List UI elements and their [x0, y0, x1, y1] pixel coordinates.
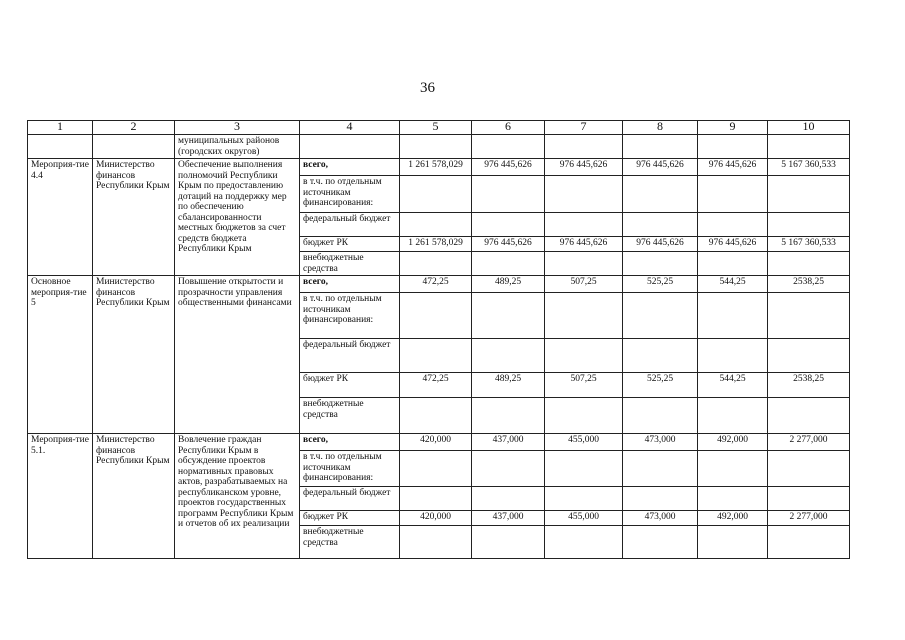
source-rk: бюджет РК — [300, 373, 400, 398]
value-cell: 437,000 — [472, 434, 545, 451]
source-total: всего, — [300, 276, 400, 293]
value-cell: 420,000 — [400, 511, 472, 526]
budget-table — [27, 120, 850, 559]
value-cell: 492,000 — [698, 511, 768, 526]
page-number: 36 — [420, 80, 435, 96]
value-cell: 489,25 — [472, 276, 545, 293]
value-cell: 2538,25 — [768, 276, 850, 293]
value-cell: 455,000 — [545, 511, 623, 526]
value-cell: 976 445,626 — [545, 159, 623, 176]
col-header-7: 7 — [545, 121, 623, 135]
table-row — [28, 276, 850, 293]
value-cell: 1 261 578,029 — [400, 237, 472, 252]
source-extra: внебюджетные средства — [300, 526, 400, 559]
value-cell: 489,25 — [472, 373, 545, 398]
value-cell: 976 445,626 — [623, 159, 698, 176]
source-extra: внебюджетные средства — [300, 398, 400, 434]
continuation-text: муниципальных районов (городских округов) — [175, 135, 300, 159]
col-header-1: 1 — [28, 121, 93, 135]
value-cell: 544,25 — [698, 373, 768, 398]
value-cell: 976 445,626 — [472, 237, 545, 252]
value-cell: 525,25 — [623, 373, 698, 398]
col-header-8: 8 — [623, 121, 698, 135]
value-cell: 2538,25 — [768, 373, 850, 398]
executor-name: Министерство финансов Республики Крым — [93, 159, 175, 276]
source-incl: в т.ч. по отдельным источникам финансирования: — [300, 176, 400, 213]
source-incl: в т.ч. по отдельным источникам финансирования: — [300, 451, 400, 487]
value-cell: 976 445,626 — [472, 159, 545, 176]
source-federal: федеральный бюджет — [300, 487, 400, 511]
col-header-4: 4 — [300, 121, 400, 135]
continuation-row — [28, 135, 850, 159]
event-description: Повышение открытости и прозрачности управления общественными финансами — [175, 276, 300, 434]
value-cell: 507,25 — [545, 276, 623, 293]
header-row — [28, 121, 850, 135]
event-name: Мероприя-тие 5.1. — [28, 434, 93, 559]
event-name: Основное мероприя-тие 5 — [28, 276, 93, 434]
source-federal: федеральный бюджет — [300, 213, 400, 237]
source-rk: бюджет РК — [300, 511, 400, 526]
table-row — [28, 159, 850, 176]
col-header-9: 9 — [698, 121, 768, 135]
value-cell: 2 277,000 — [768, 434, 850, 451]
col-header-2: 2 — [93, 121, 175, 135]
table-row — [28, 434, 850, 451]
col-header-10: 10 — [768, 121, 850, 135]
source-federal: федеральный бюджет — [300, 339, 400, 373]
col-header-5: 5 — [400, 121, 472, 135]
col-header-6: 6 — [472, 121, 545, 135]
value-cell: 473,000 — [623, 434, 698, 451]
value-cell: 976 445,626 — [698, 159, 768, 176]
value-cell: 1 261 578,029 — [400, 159, 472, 176]
value-cell: 976 445,626 — [698, 237, 768, 252]
executor-name: Министерство финансов Республики Крым — [93, 276, 175, 434]
value-cell: 472,25 — [400, 276, 472, 293]
value-cell: 472,25 — [400, 373, 472, 398]
value-cell: 5 167 360,533 — [768, 237, 850, 252]
event-description: Вовлечение граждан Республики Крым в обсуждение проектов нормативных правовых актов, разрабатываемых на республиканском уровне, проектов государственных программ Республики Крым и отчетов об их реализации — [175, 434, 300, 559]
source-incl: в т.ч. по отдельным источникам финансирования: — [300, 293, 400, 339]
source-extra: внебюджетные средства — [300, 252, 400, 276]
value-cell: 420,000 — [400, 434, 472, 451]
value-cell: 976 445,626 — [623, 237, 698, 252]
value-cell: 492,000 — [698, 434, 768, 451]
source-total: всего, — [300, 434, 400, 451]
source-rk: бюджет РК — [300, 237, 400, 252]
value-cell: 507,25 — [545, 373, 623, 398]
value-cell: 976 445,626 — [545, 237, 623, 252]
value-cell: 2 277,000 — [768, 511, 850, 526]
value-cell: 473,000 — [623, 511, 698, 526]
event-name: Мероприя-тие 4.4 — [28, 159, 93, 276]
value-cell: 5 167 360,533 — [768, 159, 850, 176]
executor-name: Министерство финансов Республики Крым — [93, 434, 175, 559]
value-cell: 455,000 — [545, 434, 623, 451]
col-header-3: 3 — [175, 121, 300, 135]
event-description: Обеспечение выполнения полномочий Республики Крым по предоставлению дотаций на поддержку мер по обеспечению сбалансированности местных бюджетов за счет средств бюджета Республики Крым — [175, 159, 300, 276]
value-cell: 544,25 — [698, 276, 768, 293]
value-cell: 525,25 — [623, 276, 698, 293]
value-cell: 437,000 — [472, 511, 545, 526]
source-total: всего, — [300, 159, 400, 176]
